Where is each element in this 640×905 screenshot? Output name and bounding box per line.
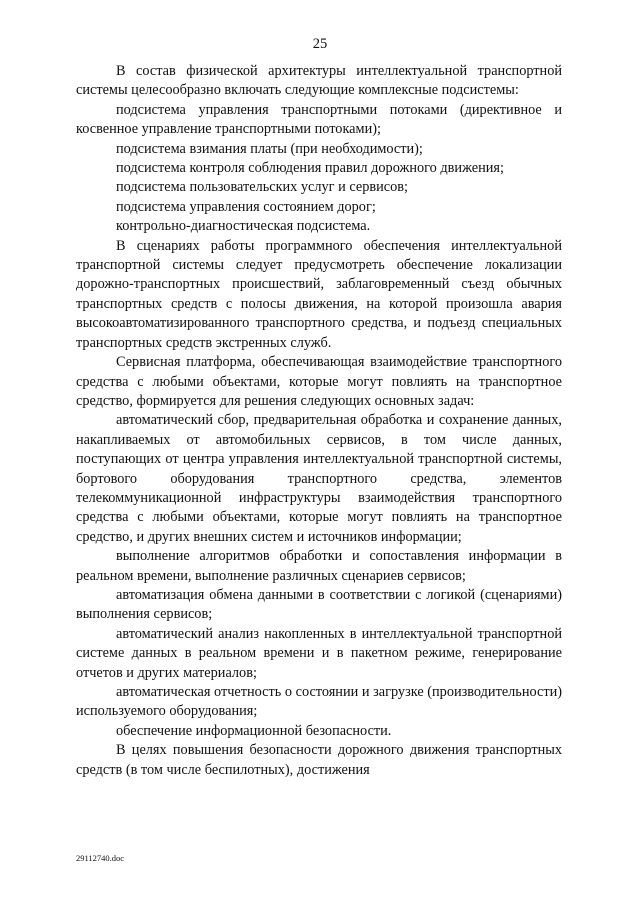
list-item: автоматический анализ накопленных в интеллектуальной транспортной системе данных в реальном времени и в пакетном режиме, генерирование отчетов и других материалов; — [76, 625, 562, 681]
list-item: подсистема пользовательских услуг и сервисов; — [116, 179, 408, 196]
footer-filename: 29112740.doc — [76, 853, 125, 863]
list-item: обеспечение информационной безопасности. — [116, 722, 392, 739]
paragraph: В целях повышения безопасности дорожного движения транспортных средств (в том числе беспилотных), достижения — [76, 742, 562, 778]
list-item: подсистема управления транспортными потоками (директивное и косвенное управление транспортными потоками); — [76, 101, 562, 138]
list-item: автоматизация обмена данными в соответствии с логикой (сценариями) выполнения сервисов; — [76, 586, 562, 623]
list-item: подсистема контроля соблюдения правил дорожного движения; — [116, 160, 504, 177]
page-number: 25 — [312, 36, 328, 52]
paragraph: В сценариях работы программного обеспечения интеллектуальной транспортной системы следует предусмотреть обеспечение локализации дорожно-транспортных происшествий, заблаговременный съезд обычных транспортных средств с полосы движения, на которой произошла авария высокоавтоматизированного транспортного средства, и подъезд специальных транспортных средств экстренных служб. — [76, 237, 562, 351]
list-item: подсистема взимания платы (при необходимости); — [116, 140, 423, 157]
list-item: контрольно-диагностическая подсистема. — [116, 218, 371, 235]
document-body — [76, 62, 562, 780]
list-item: автоматический сбор, предварительная обработка и сохранение данных, накапливаемых от автомобильных сервисов, в том числе данных, поступающих от центра управления интеллектуальной транспортной системы, бортового оборудования транспортного средства, элементов телекоммуникационной инфраструктуры взаимодействия транспортного средства с любыми объектами, которые могут повлиять на транспортное средство, и других внешних систем и источников информации; — [76, 412, 562, 545]
paragraph: Сервисная платформа, обеспечивающая взаимодействие транспортного средства с любыми объектами, которые могут повлиять на транспортное средство, формируется для решения следующих основных задач: — [76, 354, 562, 409]
list-item: подсистема управления состоянием дорог; — [116, 198, 376, 215]
paragraph: В состав физической архитектуры интеллектуальной транспортной системы целесообразно включать следующие комплексные подсистемы: — [76, 63, 562, 99]
list-item: автоматическая отчетность о состоянии и загрузке (производительности) используемого оборудования; — [76, 684, 562, 720]
list-item: выполнение алгоритмов обработки и сопоставления информации в реальном времени, выполнение различных сценариев сервисов; — [76, 548, 562, 584]
